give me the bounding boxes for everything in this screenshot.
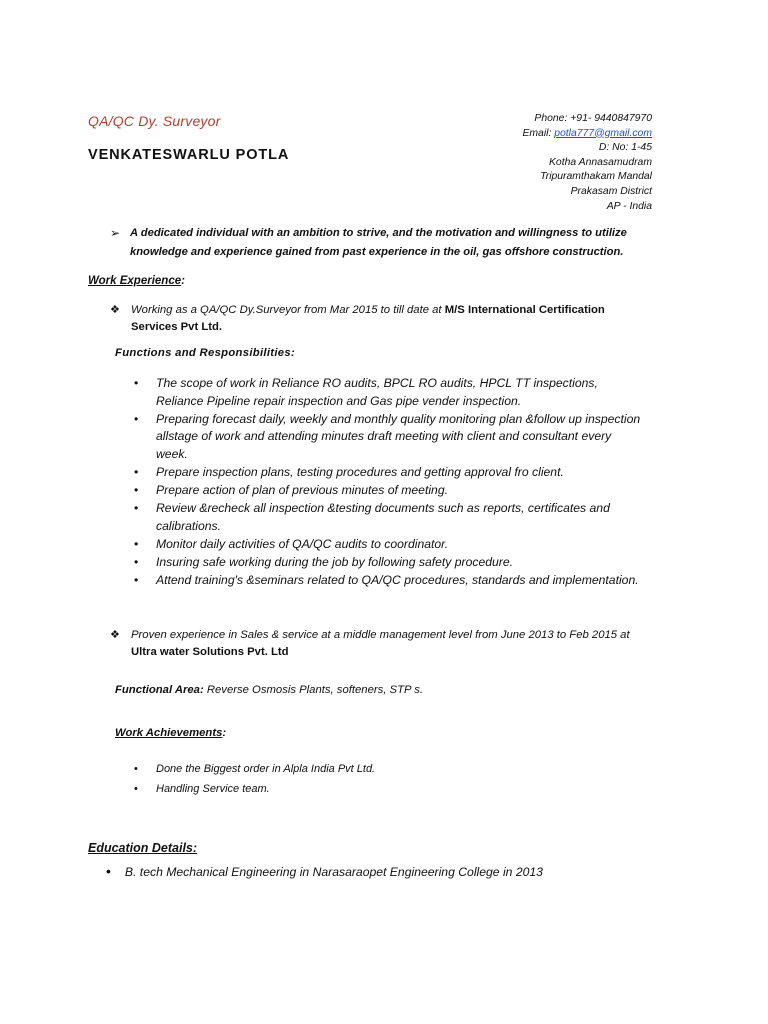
list-item: • Done the Biggest order in Alpla India Pvt Ltd. xyxy=(134,759,375,779)
diamond-bullet-icon: ❖ xyxy=(110,304,120,316)
bullet-icon: • xyxy=(134,554,139,569)
bullet-icon: • xyxy=(134,783,138,795)
bullet-icon: • xyxy=(134,411,139,426)
functions-heading: Functions and Responsibilities: xyxy=(115,347,296,359)
address-line: Kotha Annasamudram xyxy=(548,156,652,168)
email-line xyxy=(522,127,652,142)
diamond-bullet-icon: ❖ xyxy=(110,629,120,641)
job-entry xyxy=(110,627,650,661)
list-item: • Insuring safe working during the job by following safety procedure. xyxy=(134,554,644,572)
list-item: • Handling Service team. xyxy=(134,779,375,799)
responsibilities-list xyxy=(134,375,644,590)
summary xyxy=(110,224,650,261)
bullet-icon: • xyxy=(134,376,139,390)
list-item: • Review &recheck all inspection &testing documents such as reports, certificates and calibrations. xyxy=(134,501,610,533)
job-title: QA/QC Dy. Surveyor xyxy=(88,113,221,129)
job-description: Working as a QA/QC Dy.Surveyor from Mar 2015 to till date at xyxy=(131,304,445,316)
list-item: • Attend training's &seminars related to QA/QC procedures, standards and implementation. xyxy=(134,572,644,590)
functional-area: Functional Area: Reverse Osmosis Plants, softeners, STP s. xyxy=(115,684,424,696)
job-description: Proven experience in Sales & service at a middle management level from June 2013 to Feb 2015 at xyxy=(131,629,630,641)
job-entry xyxy=(110,302,650,336)
contact-block xyxy=(522,112,652,214)
list-item: • Monitor daily activities of QA/QC audits to coordinator. xyxy=(134,536,644,554)
list-item: • Preparing forecast daily, weekly and monthly quality monitoring plan &follow up inspection allstage of work and attending minutes draft meeting with client and consultant every week. xyxy=(134,411,641,461)
phone-line: Phone: +91- 9440847970 xyxy=(534,113,652,124)
address-line: Prakasam District xyxy=(570,185,652,197)
arrow-bullet-icon: ➢ xyxy=(110,226,121,240)
bullet-icon: • xyxy=(134,573,139,588)
email-label: Email: xyxy=(522,127,555,139)
email-link[interactable]: potla777@gmail.com xyxy=(554,127,652,139)
address-line: AP - India xyxy=(606,200,652,212)
bullet-icon: • xyxy=(134,763,138,775)
address-line: Tripuramthakam Mandal xyxy=(540,171,652,183)
bullet-icon: • xyxy=(106,863,111,879)
list-item: • Prepare action of plan of previous minutes of meeting. xyxy=(134,482,644,500)
education-heading: Education Details: xyxy=(88,841,198,855)
address-line: D: No: 1-45 xyxy=(598,142,652,154)
company-name: Ultra water Solutions Pvt. Ltd xyxy=(131,646,289,658)
list-item: • Prepare inspection plans, testing procedures and getting approval fro client. xyxy=(134,464,644,482)
candidate-name: VENKATESWARLU POTLA xyxy=(88,147,290,163)
achievements-list xyxy=(134,759,375,799)
bullet-icon: • xyxy=(134,464,139,479)
work-experience-heading: Work Experience: xyxy=(88,275,185,287)
bullet-icon: • xyxy=(134,483,139,498)
education-item: • B. tech Mechanical Engineering in Narasaraopet Engineering College in 2013 xyxy=(106,863,543,879)
company-name: M/S International Certification Services Pvt Ltd. xyxy=(131,304,605,333)
bullet-icon: • xyxy=(134,536,139,551)
summary-text: A dedicated individual with an ambition to strive, and the motivation and willingness to utilize knowledge and experience gained from past experience in the oil, gas offshore construction. xyxy=(130,227,627,258)
work-achievements-heading: Work Achievements: xyxy=(115,727,227,739)
list-item: • The scope of work in Reliance RO audits, BPCL RO audits, HPCL TT inspections, Reliance Pipeline repair inspection and Gas pipe vender inspection. xyxy=(134,376,598,408)
bullet-icon: • xyxy=(134,501,139,516)
